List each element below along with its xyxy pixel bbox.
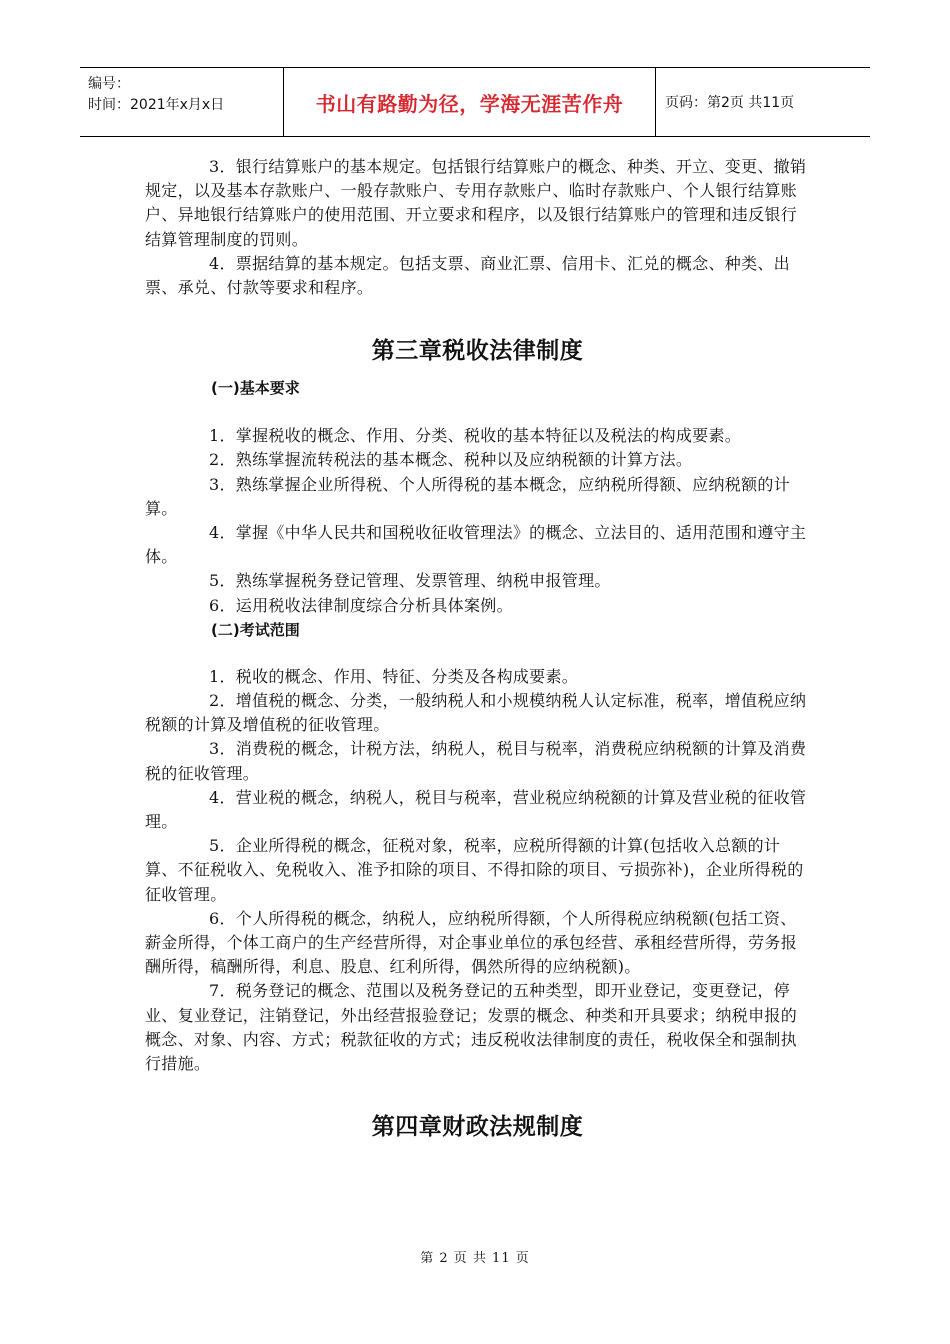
list-item: 3．熟练掌握企业所得税、个人所得税的基本概念，应纳税所得额、应纳税额的计算。 xyxy=(145,474,790,518)
page-footer: 第 2 页 共 11 页 xyxy=(420,1251,530,1266)
list-item: 5．熟练掌握税务登记管理、发票管理、纳税申报管理。 xyxy=(209,571,611,591)
list-item: 5．企业所得税的概念，征税对象，税率，应税所得额的计算(包括收入总额的计算、不征税收入、免税收入、准予扣除的项目、不得扣除的项目、亏损弥补)，企业所得税的征收管理。 xyxy=(145,836,804,904)
requirements-list xyxy=(145,424,810,618)
list-item: 1．税收的概念、作用、特征、分类及各构成要素。 xyxy=(209,666,579,686)
header-motto: 书山有路勤为径，学海无涯苦作舟 xyxy=(283,68,656,136)
scope-list xyxy=(145,665,810,1076)
time-label: 时间：2021年x月x日 xyxy=(88,97,225,113)
header-page-info: 页码：第2页 共11页 xyxy=(665,95,795,111)
chapter-title: 第三章税收法律制度 xyxy=(371,338,584,365)
bank-settlement-section xyxy=(145,155,810,300)
chapter-title: 第四章财政法规制度 xyxy=(371,1114,584,1141)
section-heading: (一)基本要求 xyxy=(211,379,300,398)
page-header xyxy=(80,67,870,137)
paragraph: 4．票据结算的基本规定。包括支票、商业汇票、信用卡、汇兑的概念、种类、出票、承兑、付款等要求和程序。 xyxy=(145,253,790,298)
list-item: 3．消费税的概念，计税方法，纳税人，税目与税率，消费税应纳税额的计算及消费税的征收管理。 xyxy=(145,739,807,783)
list-item: 2．增值税的概念、分类，一般纳税人和小规模纳税人认定标准，税率，增值税应纳税额的计算及增值税的征收管理。 xyxy=(145,691,807,735)
list-item: 7．税务登记的概念、范围以及税务登记的五种类型，即开业登记，变更登记，停业、复业登记，注销登记，外出经营报验登记；发票的概念、种类和开具要求；纳税申报的概念、对象、内容、方式；税款征收的方式；违反税收法律制度的责任，税收保全和强制执行措施。 xyxy=(145,981,798,1074)
list-item: 4．营业税的概念，纳税人，税目与税率，营业税应纳税额的计算及营业税的征收管理。 xyxy=(145,787,807,832)
list-item: 1．掌握税收的概念、作用、分类、税收的基本特征以及税法的构成要素。 xyxy=(209,426,742,446)
header-meta xyxy=(80,68,283,136)
paragraph: 3．银行结算账户的基本规定。包括银行结算账户的概念、种类、开立、变更、撤销规定，以及基本存款账户、一般存款账户、专用存款账户、临时存款账户、个人银行结算账户、异地银行结算账户的使用范围、开立要求和程序，以及银行结算账户的管理和违反银行结算管理制度的罚则。 xyxy=(145,157,807,249)
section-heading: (二)考试范围 xyxy=(211,620,300,639)
document-body xyxy=(145,155,810,1144)
list-item: 6．个人所得税的概念，纳税人，应纳税所得额，个人所得税应纳税额(包括工资、薪金所得，个体工商户的生产经营所得，对企事业单位的承包经营、承租经营所得，劳务报酬所得，稿酬所得，利息、股息、红利所得，偶然所得的应纳税额)。 xyxy=(145,908,798,977)
number-label: 编号： xyxy=(88,76,130,92)
list-item: 4．掌握《中华人民共和国税收征收管理法》的概念、立法目的、适用范围和遵守主体。 xyxy=(145,523,807,567)
list-item: 2．熟练掌握流转税法的基本概念、税种以及应纳税额的计算方法。 xyxy=(209,450,693,470)
list-item: 6．运用税收法律制度综合分析具体案例。 xyxy=(209,595,513,615)
